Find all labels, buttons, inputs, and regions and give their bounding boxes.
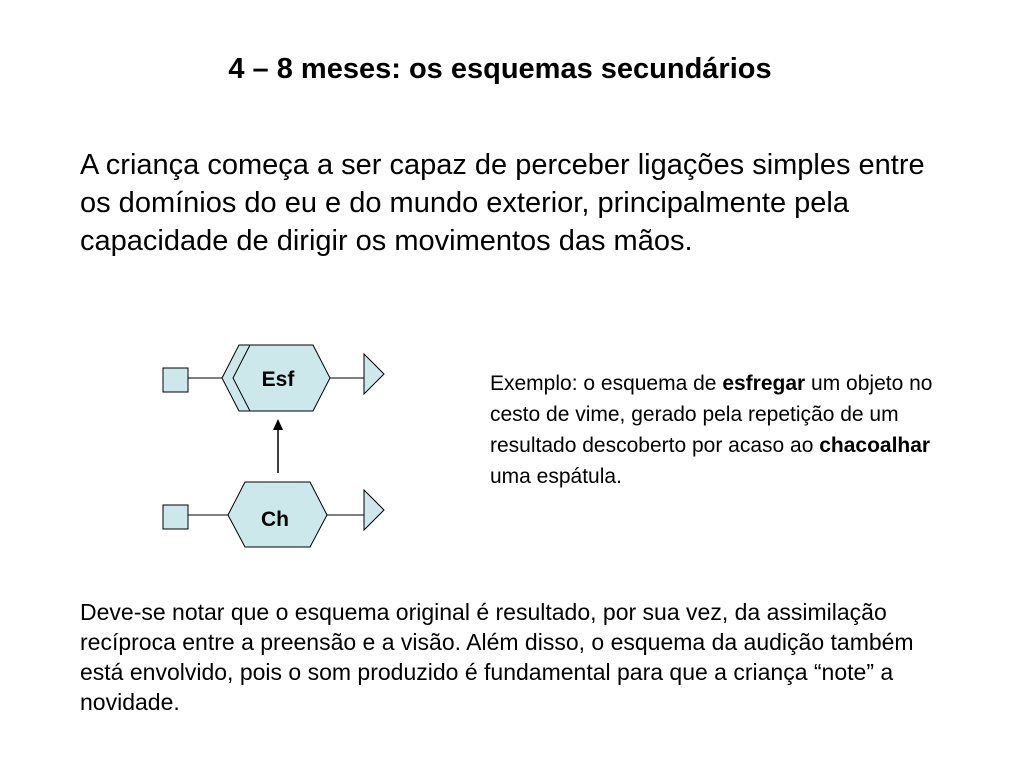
note-paragraph: Deve-se notar que o esquema original é resultado, por sua vez, da assimilação recíproca entre a preensão e a visão. Além disso, o esquema da audição também está envolvido, pois o som produzido é fundamental para que a criança “note” a novidade. — [80, 599, 914, 715]
top-node-label: Esf — [261, 368, 295, 391]
example-bold-chacoalhar: chacoalhar — [819, 434, 931, 457]
intro-paragraph: A criança começa a ser capaz de perceber ligações simples entre os domínios do eu e do mundo exterior, principalmente pela capacidade de dirigir os movimentos das mãos. — [80, 149, 925, 257]
slide-title: 4 – 8 meses: os esquemas secundários — [228, 53, 772, 85]
bottom-node-label: Ch — [261, 508, 289, 531]
example-part3: uma espátula. — [490, 465, 622, 488]
example-bold-esfregar: esfregar — [722, 372, 806, 395]
top-schema — [163, 345, 384, 411]
example-text — [490, 368, 950, 492]
bottom-schema — [163, 482, 384, 547]
link-arrow — [273, 419, 283, 473]
top-input-square — [163, 368, 188, 392]
bottom-output-triangle — [364, 490, 384, 530]
schema-diagram — [150, 330, 400, 555]
top-output-triangle — [364, 354, 384, 394]
bottom-input-square — [163, 505, 188, 529]
example-part1: Exemplo: o esquema de — [490, 372, 723, 395]
example-part2: um objeto no cesto de vime, gerado pela repetição de um resultado descoberto por acaso ao — [490, 372, 933, 457]
